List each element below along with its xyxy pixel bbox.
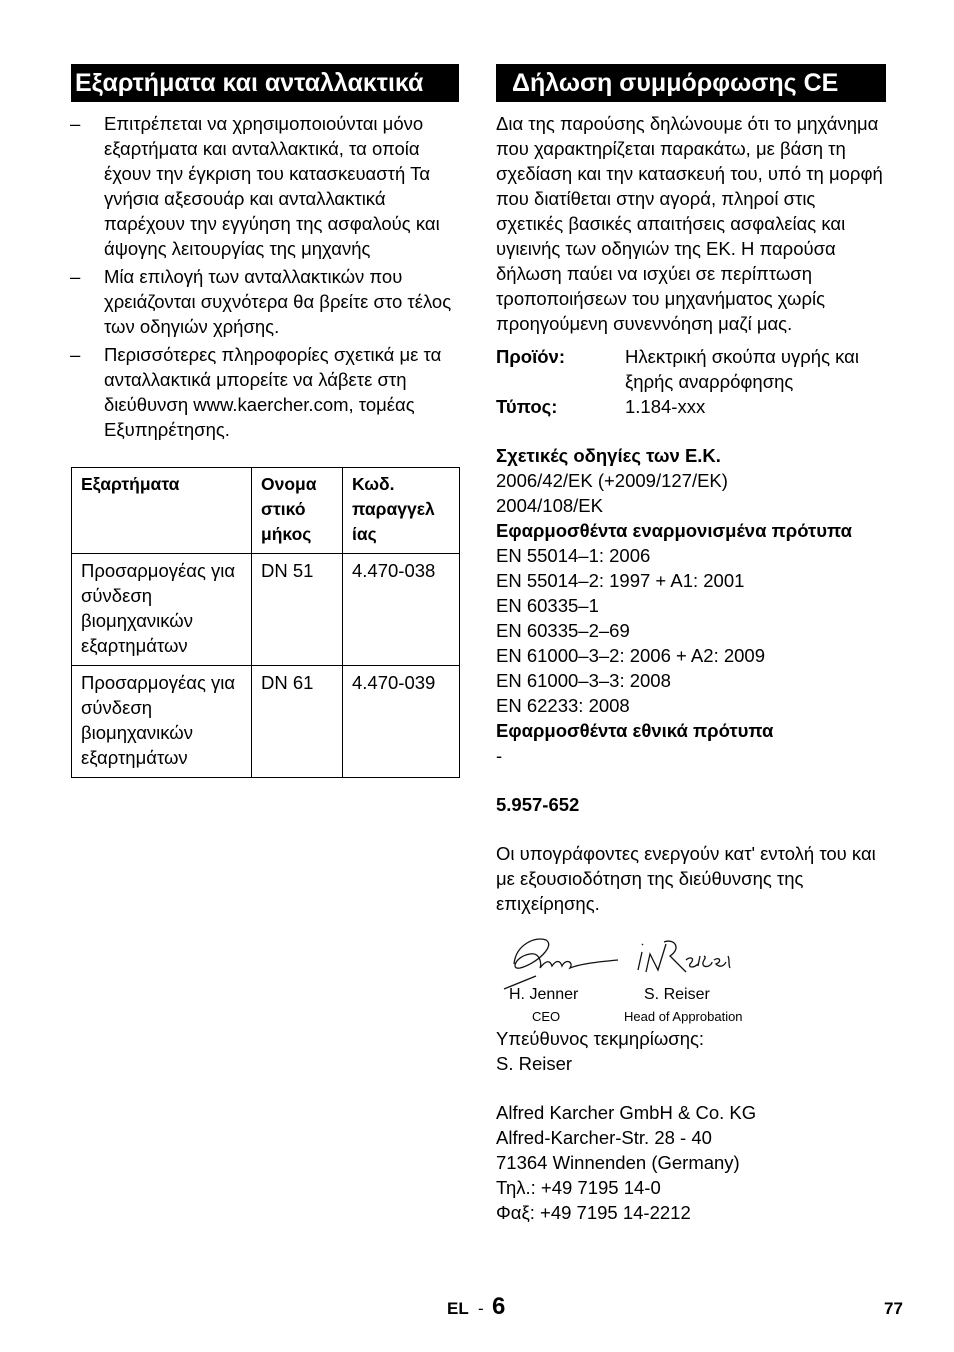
fax-line: Φαξ: +49 7195 14-2212 [496,1202,691,1223]
signers-statement: Οι υπογράφοντες ενεργούν κατ' εντολή του και με εξουσιοδότηση της διεύθυνσης της επιχείρησης. [496,843,876,914]
bullet-dash: – [70,344,81,365]
table-cell: Προσαρμογέας για σύνδεση βιομηχανικών εξαρτημάτων [72,554,252,666]
standard-item: EN 61000–3–3: 2008 [496,670,671,691]
spare-parts-heading: Εξαρτήματα και ανταλλακτικά [71,64,459,102]
declaration-intro: Δια της παρούσης δηλώνουμε ότι το μηχάνημα που χαρακτηρίζεται παρακάτω, με βάση τη σχεδίαση και την κατασκευή του, υπό τη μορφή που διατίθεται στην αγορά, πληροί στις σχετικές βασικές απαιτήσεις ασφαλείας και υγιεινής των οδηγιών της ΕΚ. Η παρούσα δήλωση παύει να ισχύει σε περίπτωση τροποποιήσεων του μηχανήματος χωρίς προηγούμενη συνεννόηση μαζί μας. [496,113,883,334]
type-value: 1.184-xxx [625,396,706,417]
standard-item: EN 60335–1 [496,595,599,616]
table-row [72,666,460,778]
spare-parts-column [71,64,459,778]
standard-item: EN 55014–2: 1997 + A1: 2001 [496,570,745,591]
doc-responsible-name: S. Reiser [496,1053,573,1074]
national-standards-label: Εφαρμοσθέντα εθνικά πρότυπα [496,720,774,741]
product-spec [496,344,886,419]
address-line: Alfred-Karcher-Str. 28 - 40 [496,1127,712,1148]
directive-item: 2004/108/EK [496,495,603,516]
list-item-text: Μία επιλογή των ανταλλακτικών που χρειάζονται συχνότερα θα βρείτε στο τέλος των οδηγιών χρήσης. [104,266,452,337]
list-item [71,264,459,339]
table-cell: DN 61 [252,666,343,778]
standard-item: EN 62233: 2008 [496,695,630,716]
table-header-row [72,468,460,554]
column-header-parts: Εξαρτήματα [72,468,252,554]
signature-reiser-image [634,934,734,984]
parts-table [71,467,460,778]
signature-text: i.V. Reiser [684,942,689,943]
column-header-nominal-length: Ονομα στικό μήκος [252,468,343,554]
list-item-text: Επιτρέπεται να χρησιμοποιούνται μόνο εξαρτήματα και ανταλλακτικά, τα οποία έχουν την έγκριση του κατασκευαστή Τα γνήσια αξεσουάρ και ανταλλακτικά παρέχουν την εγγύηση της ασφαλούς και άψογης λειτουργίας της μηχανής [104,113,440,259]
table-cell: 4.470-039 [343,666,460,778]
language-code: EL [447,1299,469,1318]
table-cell: DN 51 [252,554,343,666]
table-cell: 4.470-038 [343,554,460,666]
column-header-order-number: Κωδ. παραγγελ ίας [343,468,460,554]
signature-text: Jenner [566,942,570,943]
directive-item: 2006/42/EK (+2009/127/EK) [496,470,728,491]
ce-declaration-heading: Δήλωση συμμόρφωσης CE [496,64,886,102]
signer-role: CEO [532,1009,561,1024]
table-cell: Προσαρμογέας για σύνδεση βιομηχανικών εξαρτημάτων [72,666,252,778]
footer-separator: - [478,1299,484,1318]
signatures-block [496,934,886,1026]
address-line: 71364 Winnenden (Germany) [496,1152,740,1173]
standard-item: EN 55014–1: 2006 [496,545,651,566]
address-line: Alfred Karcher GmbH & Co. KG [496,1102,757,1123]
directives-label: Σχετικές οδηγίες των Ε.Κ. [496,445,721,466]
list-item-text: Περισσότερες πληροφορίες σχετικά με τα ανταλλακτικά μπορείτε να λάβετε στη διεύθυνση www.kaercher.com, τομέας Εξυπηρέτησης. [104,344,442,440]
list-item [71,111,459,261]
standard-item: EN 60335–2–69 [496,620,630,641]
product-label: Προϊόν: [496,346,565,367]
phone-line: Τηλ.: +49 7195 14-0 [496,1177,661,1198]
ce-declaration-column [496,64,886,1225]
spare-parts-list [71,111,459,442]
bullet-dash: – [70,266,81,287]
harmonised-standards-label: Εφαρμοσθέντα εναρμονισμένα πρότυπα [496,520,853,541]
table-row [72,554,460,666]
page-number: 77 [884,1299,903,1318]
product-value: Ηλεκτρική σκούπα υγρής και ξηρής αναρρόφησης [625,346,859,392]
signer-name: H. Jenner [509,986,579,1003]
section-page-number: 6 [492,1293,506,1320]
signer-name: S. Reiser [644,986,710,1003]
page-footer [0,1295,954,1325]
standard-item: EN 61000–3–2: 2006 + A2: 2009 [496,645,765,666]
doc-responsible-label: Υπεύθυνος τεκμηρίωσης: [496,1028,705,1049]
type-label: Τύπος: [496,396,558,417]
signature-jenner-image [496,934,626,994]
bullet-dash: – [70,113,81,134]
document-number: 5.957-652 [496,794,580,815]
list-item [71,342,459,442]
signer-role: Head of Approbation [624,1009,743,1024]
national-standards-value: - [496,745,503,766]
